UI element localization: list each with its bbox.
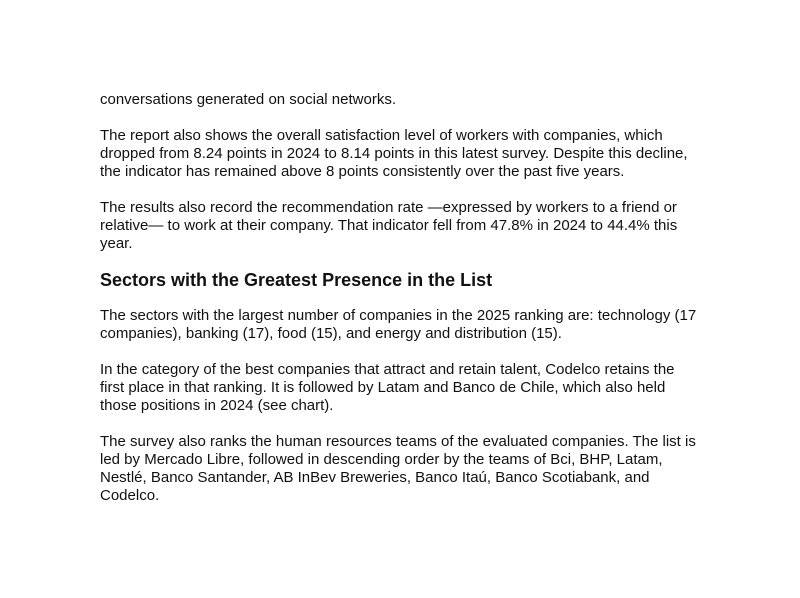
heading-spacer bbox=[100, 291, 700, 307]
paragraph-social-networks: conversations generated on social networks. bbox=[100, 91, 397, 108]
document-page bbox=[100, 91, 700, 505]
section-heading: Sectors with the Greatest Presence in the List bbox=[100, 270, 493, 290]
paragraph-spacer bbox=[100, 343, 700, 361]
paragraph-recommendation: The results also record the recommendation rate —expressed by workers to a friend or relative— to work at their company. That indicator fell from 47.8% in 2024 to 44.4% this year. bbox=[100, 199, 678, 252]
paragraph-spacer bbox=[100, 415, 700, 433]
paragraph-satisfaction: The report also shows the overall satisfaction level of workers with companies, which dropped from 8.24 points in 2024 to 8.14 points in this latest survey. Despite this decline, the indicator has remained above 8 points consistently over the past five years. bbox=[100, 127, 688, 180]
paragraph-talent-ranking: In the category of the best companies that attract and retain talent, Codelco retains the first place in that ranking. It is followed by Latam and Banco de Chile, which also held those positions in 2024 (see chart). bbox=[100, 361, 675, 414]
paragraph-spacer bbox=[100, 109, 700, 127]
paragraph-spacer bbox=[100, 181, 700, 199]
paragraph-hr-teams: The survey also ranks the human resources teams of the evaluated companies. The list is led by Mercado Libre, followed in descending order by the teams of Bci, BHP, Latam, Nestlé, Banco Santander, AB InBev Breweries, Banco Itaú, Banco Scotiabank, and Codelco. bbox=[100, 433, 696, 504]
paragraph-sectors: The sectors with the largest number of companies in the 2025 ranking are: technology (17 companies), banking (17), food (15), and energy and distribution (15). bbox=[100, 307, 697, 342]
heading-spacer bbox=[100, 253, 700, 268]
